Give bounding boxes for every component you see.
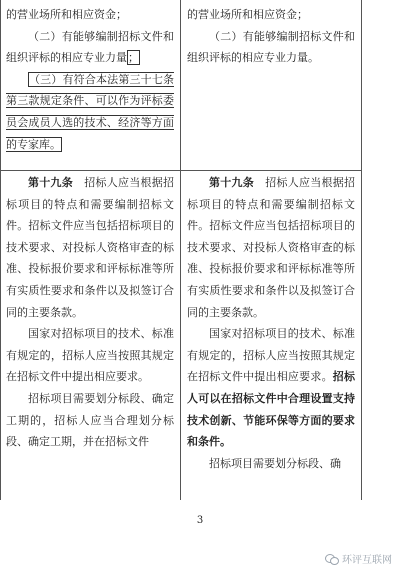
cell-article-left xyxy=(6,172,174,498)
left-article-para2: 国家对招标项目的技术、标准有规定的，招标人应当按照其规定在招标文件中提出相应要求。 xyxy=(6,327,174,384)
cell-top-right xyxy=(187,4,355,69)
left-article-para1: 第十九条 招标人应当根据招标项目的特点和需要编制招标文件。招标文件应当包括招标项目的技术要求、对投标人资格审查的标准、投标报价要求和评标标准等所有实质性要求和条件以及拟签订合同的主要条款。 xyxy=(6,176,174,319)
right-article-para2: 国家对招标项目的技术、标准有规定的，招标人应当按照其规定在招标文件中提出相应要求。招标人可以在招标文件中合理设置支持技术创新、节能环保等方面的要求和条件。 xyxy=(187,327,355,449)
wechat-icon xyxy=(325,554,339,564)
watermark xyxy=(325,551,392,566)
table-row-divider xyxy=(0,170,362,171)
top-left-item2: （二）有能够编制招标文件和组织评标的相应专业力量； xyxy=(6,29,174,65)
top-left-line1: 的营业场所和相应资金； xyxy=(6,8,127,21)
left-article-para3: 招标项目需要划分标段、确定工期的，招标人应当合理划分标段、确定工期，并在招标文件 xyxy=(6,391,174,449)
right-article-para3: 招标项目需要划分标段、确 xyxy=(209,456,341,470)
table-column-divider xyxy=(180,0,181,500)
top-left-item2-mark: ； xyxy=(128,51,139,65)
top-right-line1: 的营业场所和相应资金； xyxy=(187,8,308,21)
right-article-para1: 第十九条 招标人应当根据招标项目的特点和需要编制招标文件。招标文件应当包括招标项目的技术要求、对投标人资格审查的标准、投标报价要求和评标标准等所有实质性要求和条件以及拟签订合同的主要条款。 xyxy=(187,176,355,319)
right-article-added-text: 招标人可以在招标文件中合理设置支持技术创新、节能环保等方面的要求和条件。 xyxy=(187,370,355,449)
top-left-item3: （三）有符合本法第三十七条第三款规定条件、可以作为评标委员会成员人选的技术、经济等方面的专家库。 xyxy=(6,72,174,151)
left-article-title: 第十九条 xyxy=(28,176,73,189)
cell-top-left xyxy=(6,4,174,155)
top-right-item2: （二）有能够编制招标文件和组织评标的相应专业力量。 xyxy=(187,29,355,65)
table-border-left xyxy=(0,0,1,500)
table-border-right xyxy=(361,0,362,500)
right-article-title: 第十九条 xyxy=(209,176,254,189)
cell-article-right xyxy=(187,172,355,498)
page-number: 3 xyxy=(196,515,204,526)
watermark-text: 环评互联网 xyxy=(342,555,392,566)
